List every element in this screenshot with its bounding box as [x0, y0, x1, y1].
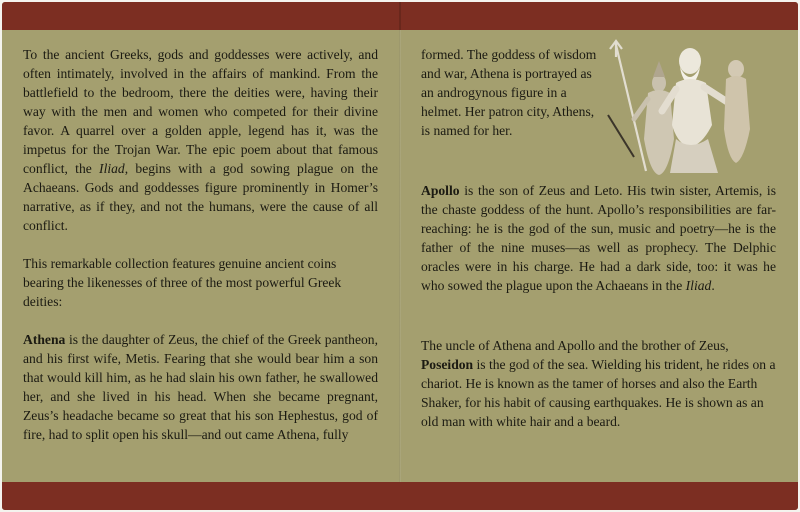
athena-continued-paragraph: formed. The goddess of wisdom and war, Athena is portrayed as an androgynous figure in a helmet. Her patron city, Athens, is named for her. — [421, 47, 597, 138]
brochure-spread — [2, 2, 798, 510]
bottom-border-band — [2, 482, 798, 510]
apollo-name: Apollo — [421, 183, 460, 198]
center-fold — [399, 30, 401, 482]
left-column — [23, 45, 378, 444]
poseidon-name: Poseidon — [421, 357, 474, 372]
fold-line-top — [399, 2, 401, 30]
gods-statue-image — [604, 39, 760, 177]
intro-paragraph: To the ancient Greeks, gods and goddesses were actively, and often intimately, involved in the affairs of mankind. From the battlefield to the bedroom, there the deities were, having their way with the men and women who competed for their divine favor. A quarrel over a golden apple, legend has it, was the impetus for the Trojan War. The epic poem about that famous conflict, the Iliad, begins with a god sowing plague on the Achaeans. Gods and goddesses figure prominently in Homer’s narrative, as if they, and not the humans, were the cause of all conflict. — [23, 47, 378, 233]
iliad-title: Iliad — [99, 161, 125, 176]
apollo-paragraph: Apollo is the son of Zeus and Leto. His twin sister, Artemis, is the chaste goddess of the hunt. Apollo’s responsibilities are far-reaching: he is the god of the sun, music and poetry—he is the father of the nine muses—as well as prophecy. The Delphic oracles were in his charge. He had a dark side, too: it was he who sowed the plague upon the Achaeans in the Iliad. — [421, 183, 776, 293]
poseidon-paragraph: The uncle of Athena and Apollo and the brother of Zeus, Poseidon is the god of the sea. Wielding his trident, he rides on a chariot. He is known as the tamer of horses and also the Earth Shaker, for his habit of causing earthquakes. He is shown as an old man with white hair and a beard. — [421, 338, 776, 429]
athena-paragraph: Athena is the daughter of Zeus, the chief of the Greek pantheon, and his first wife, Metis. Fearing that she would bear him a son that would kill him, as he had slain his own father, he swallowed her, and she lived in his head. When she became pregnant, Zeus’s headache became so great that his son Hephestus, god of fire, had to split open his skull—and out came Athena, fully — [23, 332, 378, 442]
athena-name: Athena — [23, 332, 66, 347]
collection-paragraph: This remarkable collection features genuine ancient coins bearing the likenesses of three of the most powerful Greek deities: — [23, 256, 342, 309]
iliad-title-apollo: Iliad — [685, 278, 712, 293]
